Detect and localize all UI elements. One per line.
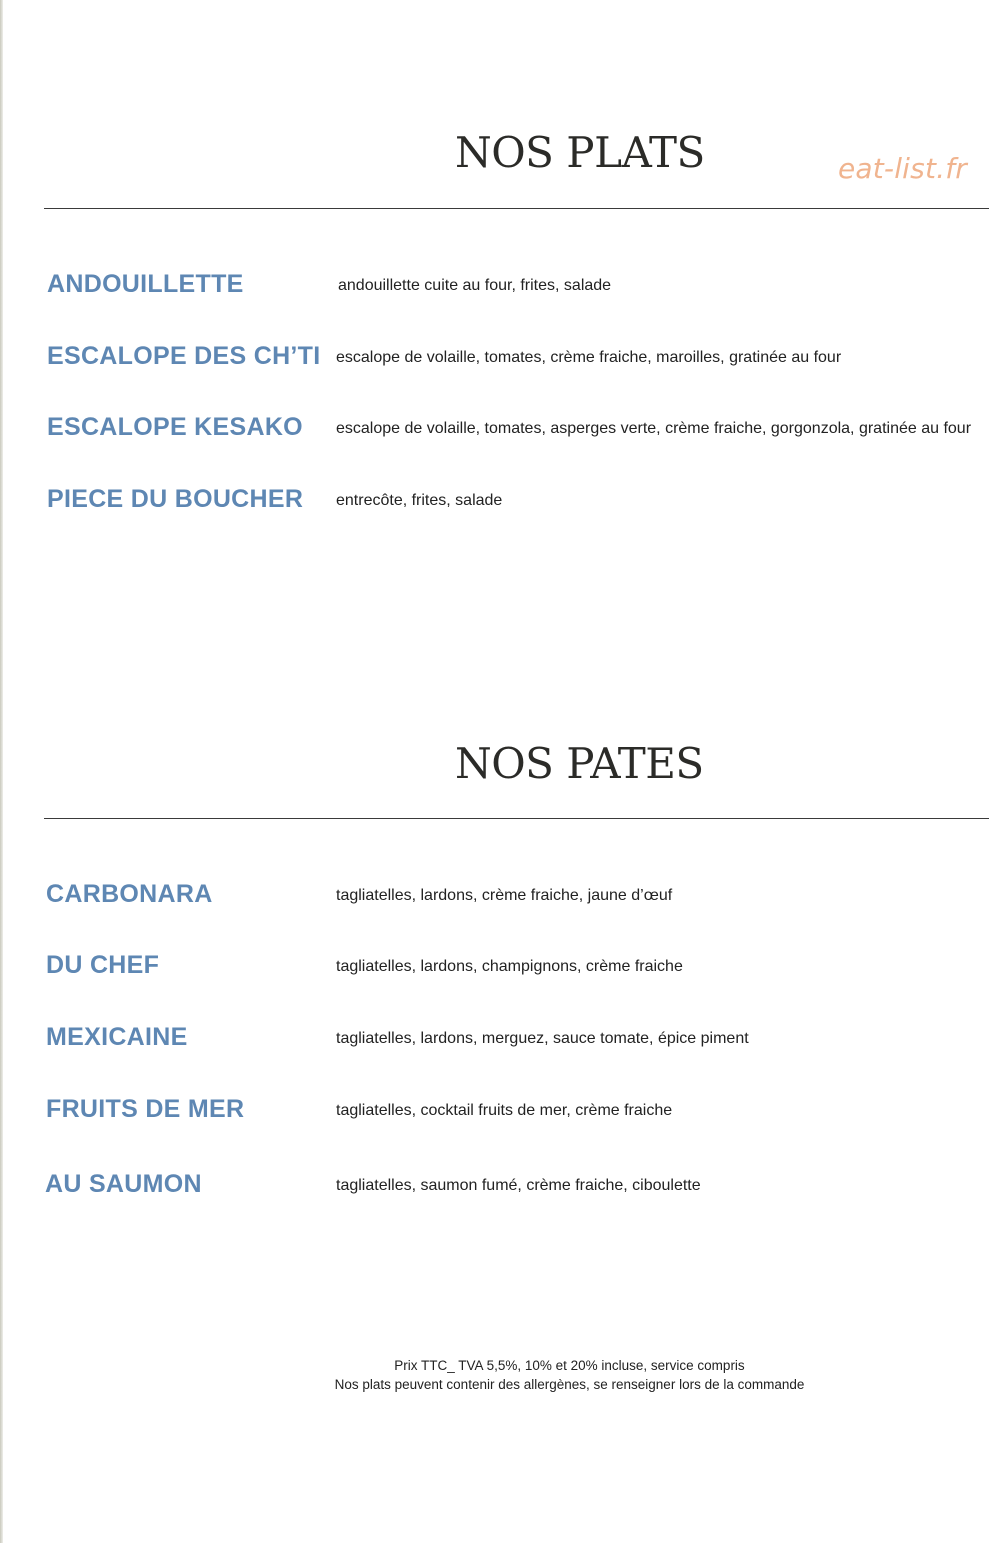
dish-description: tagliatelles, saumon fumé, crème fraiche, ciboulette bbox=[336, 1177, 701, 1194]
dish-name: AU SAUMON bbox=[45, 1170, 202, 1198]
dish-name: ESCALOPE DES CH’TI bbox=[47, 342, 321, 370]
dish-description: entrecôte, frites, salade bbox=[336, 492, 503, 509]
footer-notice bbox=[0, 1356, 989, 1394]
section-title-pates: NOS PATES bbox=[455, 739, 704, 788]
dish-description: tagliatelles, lardons, crème fraiche, jaune d’œuf bbox=[336, 887, 673, 904]
divider-plats bbox=[44, 208, 989, 209]
dish-description: tagliatelles, lardons, champignons, crème fraiche bbox=[336, 958, 683, 975]
dish-row bbox=[0, 485, 989, 525]
section-title-plats: NOS PLATS bbox=[455, 128, 705, 177]
page-edge-shadow bbox=[0, 0, 3, 1543]
dish-row bbox=[0, 1023, 989, 1063]
dish-description: escalope de volaille, tomates, crème fraiche, maroilles, gratinée au four bbox=[336, 349, 842, 366]
footer-line-allergens: Nos plats peuvent contenir des allergènes, se renseigner lors de la commande bbox=[334, 1377, 805, 1392]
dish-name: MEXICAINE bbox=[46, 1023, 188, 1051]
dish-row bbox=[0, 342, 989, 382]
dish-description: escalope de volaille, tomates, asperges verte, crème fraiche, gorgonzola, gratinée au four bbox=[336, 420, 972, 437]
dish-name: ESCALOPE KESAKO bbox=[47, 413, 303, 441]
dish-name: DU CHEF bbox=[46, 951, 160, 979]
dish-description: andouillette cuite au four, frites, salade bbox=[338, 277, 612, 294]
dish-description: tagliatelles, lardons, merguez, sauce tomate, épice piment bbox=[336, 1030, 749, 1047]
dish-name: FRUITS DE MER bbox=[46, 1095, 245, 1123]
dish-row bbox=[0, 880, 989, 920]
dish-name: PIECE DU BOUCHER bbox=[47, 485, 304, 513]
dish-name: CARBONARA bbox=[46, 880, 213, 908]
dish-row bbox=[0, 1095, 989, 1135]
watermark-logo: eat-list.fr bbox=[837, 152, 967, 185]
dish-description: tagliatelles, cocktail fruits de mer, crème fraiche bbox=[336, 1102, 673, 1119]
footer-line-prices: Prix TTC_ TVA 5,5%, 10% et 20% incluse, service compris bbox=[394, 1358, 745, 1373]
dish-row bbox=[0, 270, 989, 310]
dish-row bbox=[0, 413, 989, 453]
dish-row bbox=[0, 1170, 989, 1210]
dish-row bbox=[0, 951, 989, 991]
divider-pates bbox=[44, 818, 989, 819]
dish-name: ANDOUILLETTE bbox=[47, 270, 244, 298]
